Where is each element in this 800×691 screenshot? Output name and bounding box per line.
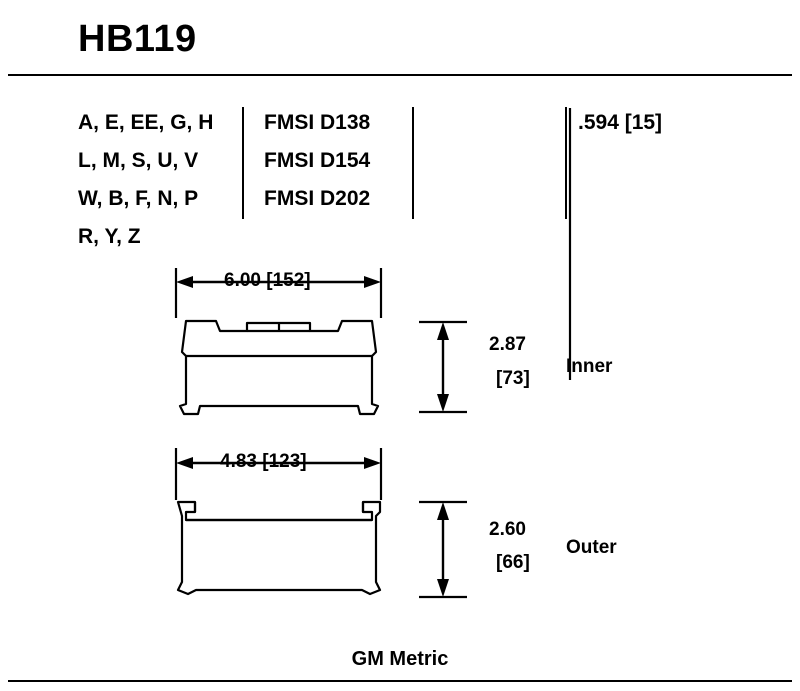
- inner-width-label: 6.00 [152]: [224, 270, 311, 291]
- footer-label: GM Metric: [351, 648, 449, 670]
- compound-code-row: A, E, EE, G, H: [78, 111, 214, 134]
- outer-height-in-label: 2.60: [489, 519, 526, 540]
- inner-height-mm-label: [73]: [496, 368, 530, 389]
- compound-code-row: R, Y, Z: [78, 225, 141, 248]
- outer-width-label: 4.83 [123]: [220, 451, 307, 472]
- outer-height-mm-label: [66]: [496, 552, 530, 573]
- inner-pad-label: Inner: [566, 356, 613, 377]
- compound-code-row: L, M, S, U, V: [78, 149, 199, 172]
- outer-pad-label: Outer: [566, 537, 617, 558]
- inner-pad-shape: [180, 321, 378, 414]
- compound-code-row: W, B, F, N, P: [78, 187, 199, 210]
- inner-height-in-label: 2.87: [489, 334, 526, 355]
- fmsi-row: FMSI D202: [264, 187, 371, 210]
- outer-height-dimension: [419, 502, 467, 597]
- fmsi-row: FMSI D138: [264, 111, 371, 134]
- thickness-value: .594 [15]: [578, 111, 663, 134]
- inner-height-dimension: [419, 322, 467, 412]
- fmsi-row: FMSI D154: [264, 149, 371, 172]
- outer-pad-shape: [178, 502, 380, 594]
- page-title: HB119: [78, 18, 197, 60]
